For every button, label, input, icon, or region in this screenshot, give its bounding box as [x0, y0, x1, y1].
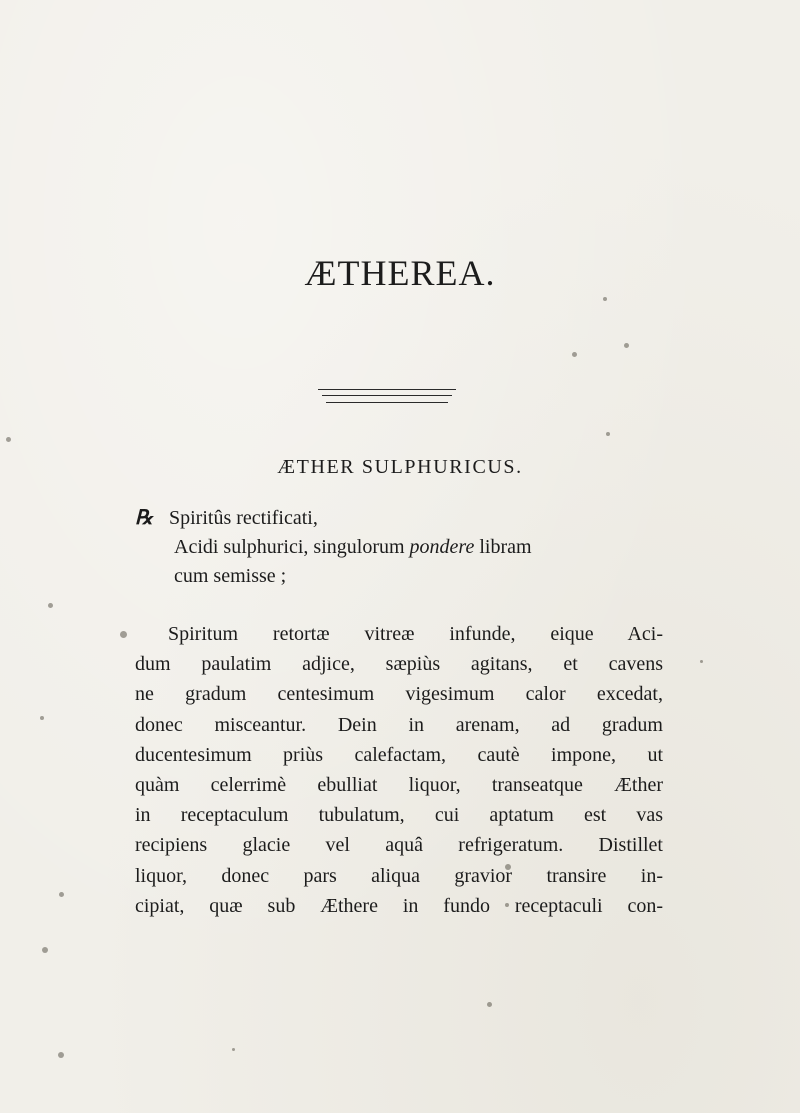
recipe-line-1	[135, 504, 532, 533]
section-heading: ÆTHER SULPHURICUS.	[277, 456, 523, 478]
ornamental-rule-middle	[322, 395, 452, 396]
recipe-line-2-end: libram	[474, 536, 532, 558]
instructions-paragraph	[135, 619, 663, 921]
recipe-quantity: cum semisse ;	[174, 565, 287, 587]
paper-speck	[120, 631, 127, 638]
paper-speck	[624, 343, 629, 348]
paragraph-line: cipiat, quæ sub Æthere in fundo receptaculi con-	[135, 894, 663, 917]
paper-speck	[40, 716, 44, 720]
recipe-symbol-icon: ℞	[135, 507, 153, 529]
paragraph-line: ducentesimum priùs calefactam, cautè impone, ut	[135, 743, 663, 766]
paper-speck	[59, 892, 64, 897]
recipe-line-2-start: Acidi sulphurici, singulorum	[174, 536, 410, 558]
paper-speck	[700, 660, 703, 663]
ornamental-rule-bottom	[326, 402, 448, 403]
paragraph-line: liquor, donec pars aliqua gravior transire in-	[135, 864, 663, 887]
paragraph-line: recipiens glacie vel aquâ refrigeratum. Distillet	[135, 834, 663, 857]
recipe-line-2-italic: pondere	[409, 536, 475, 558]
paper-speck	[58, 1052, 64, 1058]
paragraph-line: quàm celerrimè ebulliat liquor, transeatque Æther	[135, 773, 663, 796]
paragraph-line: dum paulatim adjice, sæpiùs agitans, et cavens	[135, 653, 663, 676]
paper-speck	[505, 864, 511, 870]
ornamental-rule-top	[318, 389, 456, 390]
paragraph-line: donec misceantur. Dein in arenam, ad gradum	[135, 713, 663, 736]
paper-speck	[487, 1002, 492, 1007]
paper-speck	[572, 352, 577, 357]
paper-speck	[42, 947, 48, 953]
paragraph-line: Spiritum retortæ vitreæ infunde, eique Aci-	[168, 623, 663, 645]
recipe-line-3	[135, 562, 532, 591]
paragraph-line: ne gradum centesimum vigesimum calor excedat,	[135, 683, 663, 706]
page-title: ÆTHEREA.	[304, 253, 496, 293]
paper-speck	[606, 432, 610, 436]
recipe-block	[135, 504, 532, 591]
paper-speck	[232, 1048, 235, 1051]
paper-speck	[603, 297, 607, 301]
paper-speck	[48, 603, 53, 608]
paper-speck	[6, 437, 11, 442]
recipe-ingredient-1: Spiritûs rectificati,	[169, 507, 318, 529]
paragraph-line: in receptaculum tubulatum, cui aptatum est vas	[135, 804, 663, 827]
paper-speck	[505, 903, 509, 907]
recipe-line-2	[135, 533, 532, 562]
